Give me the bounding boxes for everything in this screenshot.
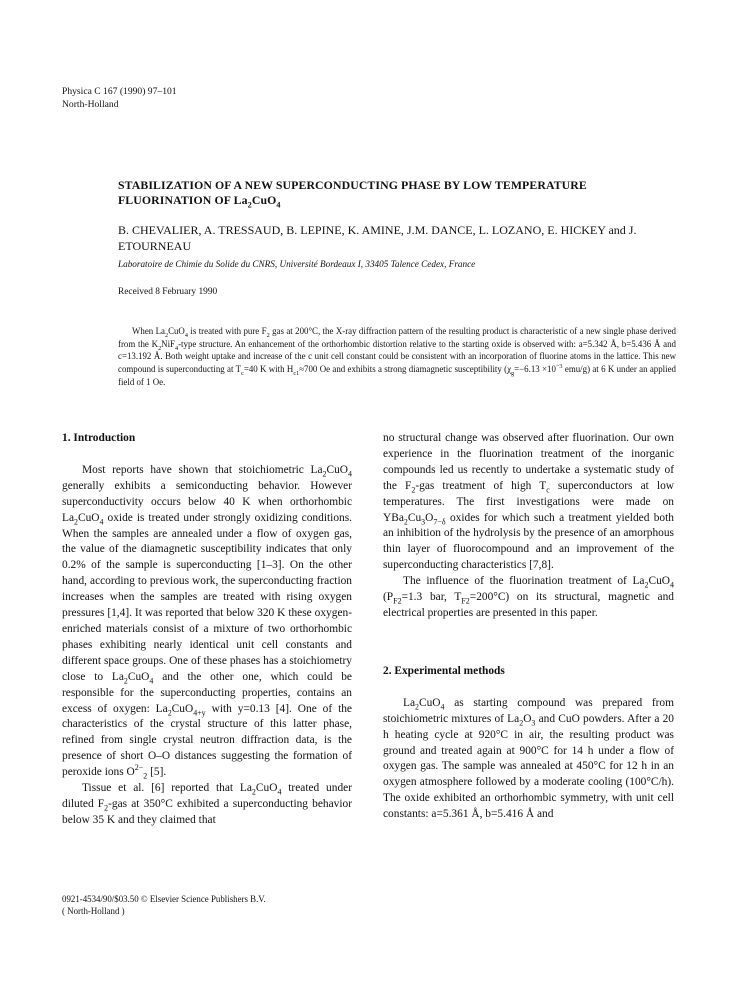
title-line-1: STABILIZATION OF A NEW SUPERCONDUCTING PHASE BY LOW TEMPERATURE — [118, 178, 587, 192]
copyright-line: 0921-4534/90/$03.50 © Elsevier Science Publishers B.V. — [62, 894, 266, 904]
copyright-footer — [62, 893, 266, 917]
experimental-paragraph-1: $La_2CuO_4$ as starting compound was prepared from stoichiometric mixtures of $La_2O_3$ and CuO powders. After a 20 h heating cycle at 920°C in air, the resulting product was ground and treated again at 900°C for 14 h under a flow of oxygen gas. The sample was annealed at 450°C for 12 h in an oxygen atmosphere followed by a moderate cooling (100°C/h). The oxide exhibited an orthorhombic symmetry, with unit cell constants: a=5.361 Å, b=5.416 Å and — [383, 696, 674, 821]
intro-paragraph-1: Most reports have shown that stoichiometric $La_2CuO_4$ generally exhibits a semiconducting behavior. However superconductivity occurs below 40 K when orthorhombic $La_2CuO_4$ oxide is treated under strongly oxidizing conditions. When the samples are annealed under a flow of oxygen gas, the value of the diamagnetic susceptibility indicates that only 0.2% of the sample is superconducting [1–3]. On the other hand, according to previous work, the superconducting fraction increases when the samples are treated with rising oxygen pressures [1,4]. It was reported that below 320 K these oxygen-enriched materials consist of a mixture of two orthorhombic phases exhibiting nearly identical unit cell constants and different space groups. One of these phases has a stoichiometry close to $La_2CuO_4$ and the other one, which could be responsible for the superconducting properties, contains an excess of oxygen: $La_2CuO_{4+y}$ with y=0.13 [4]. One of the characteristics of the crystal structure of this latter phase, refined from single crystal neutron diffraction data, is the presence of short O–O distances suggesting the formation of peroxide ions $O^{2-}_2$ [5]. — [62, 463, 352, 781]
left-column — [62, 431, 352, 829]
section-heading-introduction: 1. Introduction — [62, 432, 136, 444]
intro-paragraph-2: Tissue et al. [6] reported that $La_2CuO_4$ treated under diluted $F_2$-gas at 350°C exhibited a superconducting behavior below 35 K and they claimed that — [62, 782, 352, 826]
abstract — [118, 325, 676, 389]
author-list: B. CHEVALIER, A. TRESSAUD, B. LEPINE, K. AMINE, J.M. DANCE, L. LOZANO, E. HICKEY and J. ETOURNEAU — [118, 223, 637, 253]
title-line-2: FLUORINATION OF $La_2CuO_4$ — [118, 193, 281, 210]
journal-header — [62, 85, 177, 111]
affiliation: Laboratoire de Chimie du Solide du CNRS, Université Bordeaux I, 33405 Talence Cedex, France — [118, 259, 476, 269]
abstract-text: When $La_2CuO_4$ is treated with pure $F_2$ gas at 200°C, the X-ray diffraction pattern of the resulting product is characteristic of a new single phase derived from the $K_2NiF_4$-type structure. An enhancement of the orthorhombic distortion relative to the starting oxide is observed with: a=5.342 Å, b=5.436 Å and c=13.192 Å. Both weight uptake and increase of the c unit cell constant could be consistent with an incorporation of fluorine atoms in the lattice. This new compound is superconducting at $T_c=40$ K with $H_{c1}\approx 700$ Oe and exhibits a strong diamagnetic susceptibility ($\chi_g=-6.13 \times 10^{-3}$ emu/g) at 6 K under an applied field of 1 Oe. — [118, 326, 676, 387]
journal-publisher: North-Holland — [62, 99, 119, 110]
publisher-line: ( North-Holland ) — [62, 906, 125, 916]
journal-citation: Physica C 167 (1990) 97–101 — [62, 86, 177, 97]
received-date: Received 8 February 1990 — [118, 287, 218, 297]
section-heading-experimental: 2. Experimental methods — [383, 664, 505, 677]
intro-paragraph-3: no structural change was observed after fluorination. Our own experience in the fluorination treatment of the inorganic compounds led us recently to undertake a systematic study of the $F_2$-gas treatment of high $T_c$ superconductors at low temperatures. The first investigations were made on $YBa_2Cu_3O_{7-\delta}$ oxides for which such a treatment yielded both an inhibition of the hydrolysis by the presence of an amorphous thin layer of fluorocompound and an improvement of the superconducting characteristics [7,8]. — [383, 432, 674, 572]
intro-paragraph-4: The influence of the fluorination treatment of $La_2CuO_4$ ($P_{F2}=1.3$ bar, $T_{F2}=200^\circ C$) on its structural, magnetic and electrical properties are presented in this paper. — [383, 575, 674, 619]
right-column — [383, 431, 674, 823]
paper-title — [118, 178, 678, 208]
